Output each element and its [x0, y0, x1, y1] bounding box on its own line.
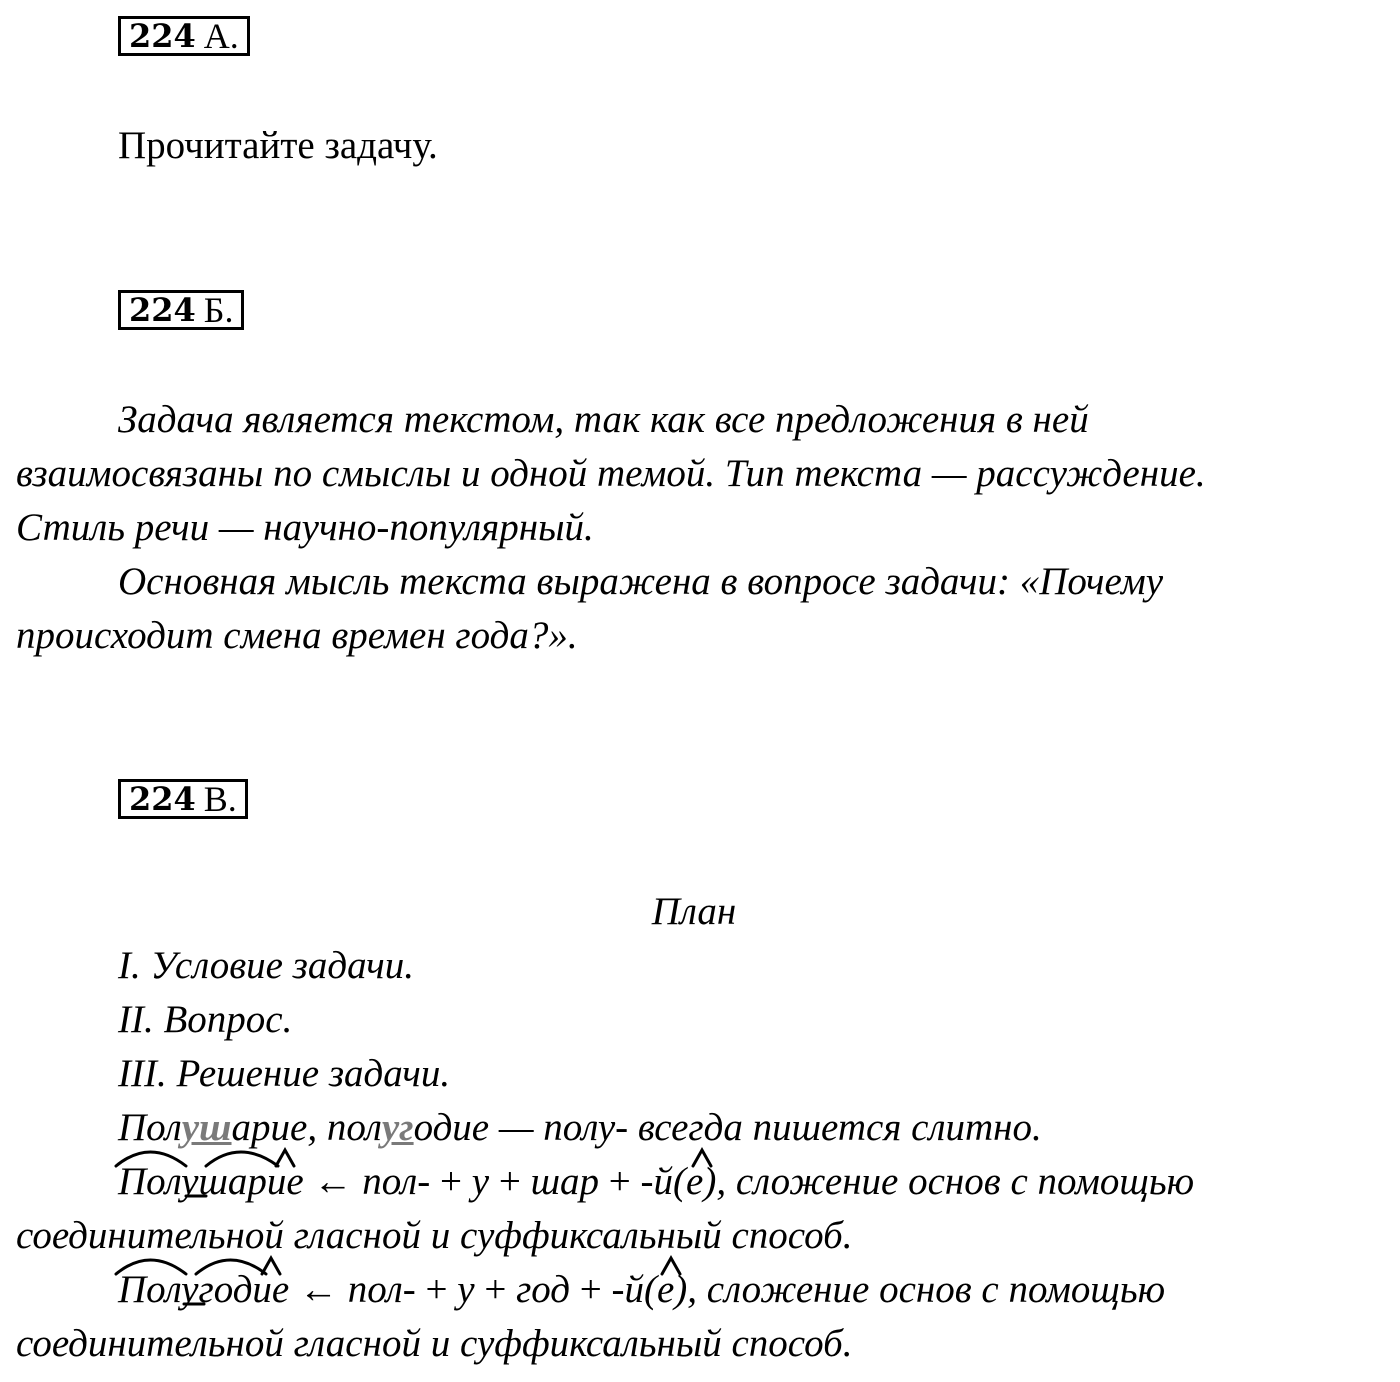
formula-part: ← пол-: [289, 1268, 426, 1311]
task-letter: В.: [203, 779, 237, 819]
plan-item-2: II. Вопрос.: [118, 998, 293, 1041]
formula-part: у: [462, 1160, 499, 1203]
plan-item-3: III. Решение задачи.: [118, 1052, 451, 1095]
word-analysis-2-line-1: [118, 1270, 1165, 1309]
analyzed-word: Полугодие: [118, 1268, 290, 1311]
formula-part: год: [506, 1268, 580, 1311]
word-part: Пол: [118, 1106, 182, 1149]
formula-part: шар: [520, 1160, 609, 1203]
instruction-text: Прочитайте задачу.: [118, 124, 438, 167]
formula-part: -й(е), сложение основ с помощью: [601, 1268, 1166, 1311]
word-part: арие: [231, 1106, 308, 1149]
formula-part: у: [447, 1268, 485, 1311]
formula-part: -й(е), сложение основ с помощью: [630, 1160, 1195, 1203]
answer-paragraph-1-line-2: взаимосвязаны по смыслы и одной темой. Тип текста — рассуждение.: [16, 452, 1206, 495]
task-letter: А.: [203, 16, 239, 56]
formula-part: ← пол-: [303, 1160, 441, 1203]
word-analysis-1-line-1: [118, 1162, 1194, 1201]
task-number: 224: [129, 291, 196, 329]
plus-sign: +: [608, 1160, 631, 1203]
analyzed-word: Полушарие: [118, 1160, 304, 1203]
plus-sign: +: [425, 1268, 448, 1311]
answer-paragraph-2-line-2: происходит смена времен года?».: [16, 614, 578, 657]
task-number-badge-b: [118, 290, 244, 330]
plan-item-1: I. Условие задачи.: [118, 944, 414, 987]
answer-paragraph-2-line-1: Основная мысль текста выражена в вопросе задачи: «Почему: [118, 560, 1164, 603]
plan-title: План: [651, 890, 737, 933]
word-analysis-1-line-2: соединительной гласной и суффиксальный способ.: [16, 1214, 853, 1257]
word-analysis-2-line-2: соединительной гласной и суффиксальный способ.: [16, 1322, 853, 1365]
highlighted-letters: уг: [381, 1106, 414, 1149]
highlighted-letters: уш: [181, 1106, 232, 1149]
word-part: пол: [326, 1106, 382, 1149]
task-number: 224: [129, 17, 196, 55]
task-letter: Б.: [203, 290, 234, 330]
task-number-badge-v: [118, 779, 248, 819]
answer-paragraph-1-line-3: Стиль речи — научно-популярный.: [16, 506, 594, 549]
plus-sign: +: [498, 1160, 521, 1203]
task-number-badge-a: [118, 16, 250, 56]
task-number: 224: [129, 780, 196, 818]
plus-sign: +: [579, 1268, 602, 1311]
word-part: одие: [413, 1106, 490, 1149]
answer-paragraph-1-line-1: Задача является текстом, так как все предложения в ней: [118, 398, 1089, 441]
spelling-rule-line: [118, 1108, 1042, 1147]
rule-text: — полу- всегда пишется слитно.: [489, 1106, 1042, 1149]
separator: ,: [307, 1106, 327, 1149]
plus-sign: +: [440, 1160, 463, 1203]
plus-sign: +: [484, 1268, 507, 1311]
